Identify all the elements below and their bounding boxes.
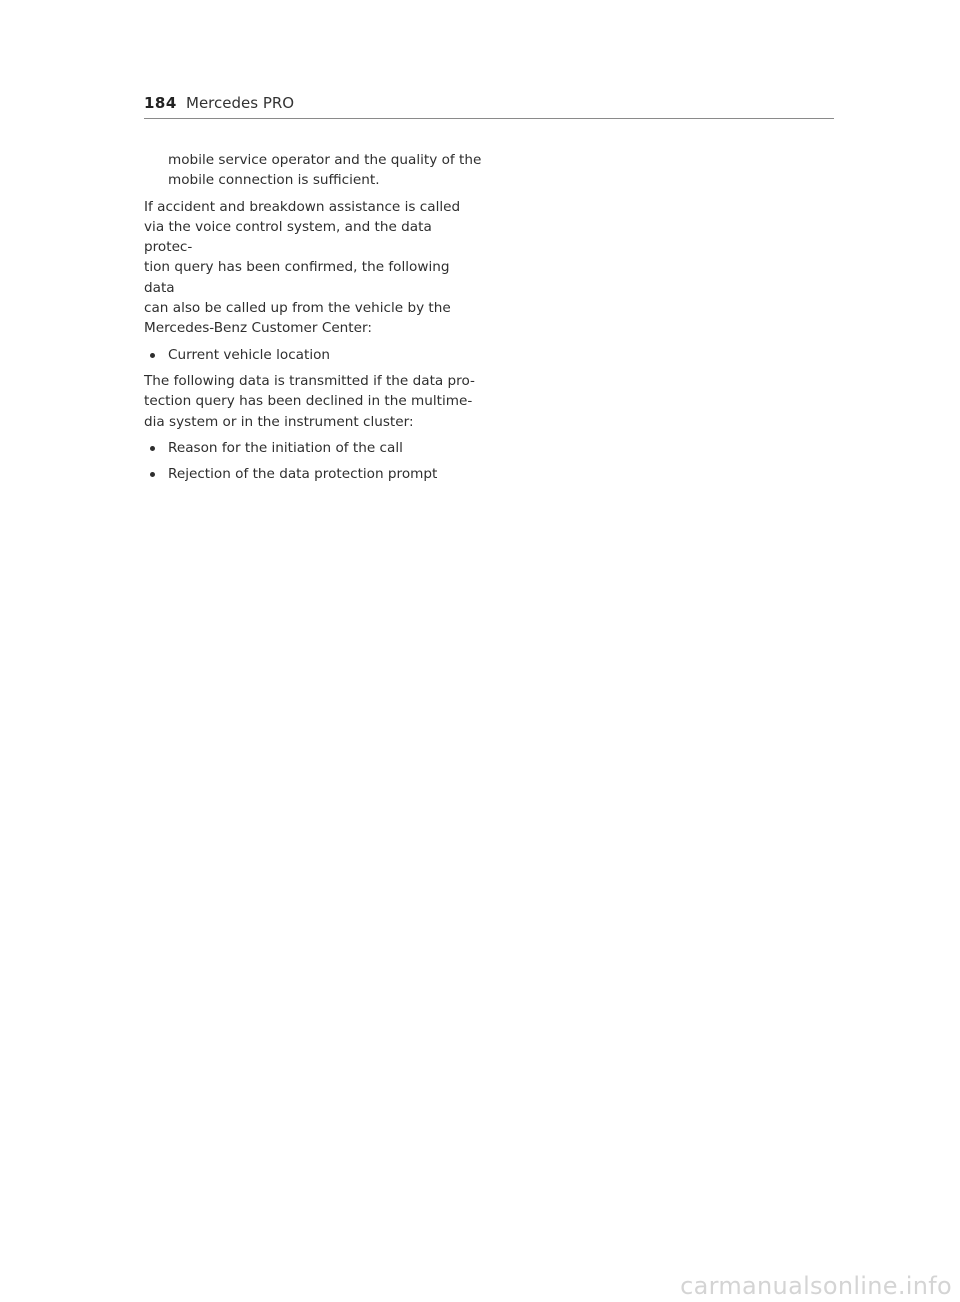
bullet-icon [150, 446, 155, 451]
page-number: 184 [144, 94, 177, 112]
text-line: dia system or in the instrument cluster: [144, 413, 414, 430]
bullet-icon [150, 353, 155, 358]
text-line: via the voice control system, and the data protec- [144, 218, 432, 256]
list-item [144, 345, 484, 365]
bullet-list-confirmed [144, 345, 484, 365]
text-line: mobile service operator and the quality of the [168, 152, 482, 168]
section-title: Mercedes PRO [186, 94, 295, 112]
text-line: mobile connection is sufficient. [168, 172, 380, 189]
list-item [144, 438, 484, 458]
text-line: Mercedes-Benz Customer Center: [144, 320, 372, 337]
list-item [144, 464, 484, 484]
watermark: carmanualsonline.info [680, 1272, 952, 1300]
list-item-text: Rejection of the data protection prompt [168, 466, 438, 483]
text-line: tion query has been confirmed, the following data [144, 259, 450, 296]
bullet-list-declined [144, 438, 484, 485]
list-item-text: Reason for the initiation of the call [168, 439, 403, 456]
page-content [144, 150, 484, 490]
text-line: If accident and breakdown assistance is called [144, 198, 461, 215]
text-line: tection query has been declined in the multime- [144, 393, 473, 410]
page-header [144, 94, 834, 119]
text-line: The following data is transmitted if the data pro- [144, 372, 475, 389]
list-item-text: Current vehicle location [168, 346, 331, 363]
bullet-icon [150, 472, 155, 477]
text-line: can also be called up from the vehicle by the [144, 300, 451, 317]
paragraph-assistance-call [144, 197, 484, 339]
continued-paragraph [168, 150, 484, 191]
paragraph-declined-query [144, 371, 484, 432]
